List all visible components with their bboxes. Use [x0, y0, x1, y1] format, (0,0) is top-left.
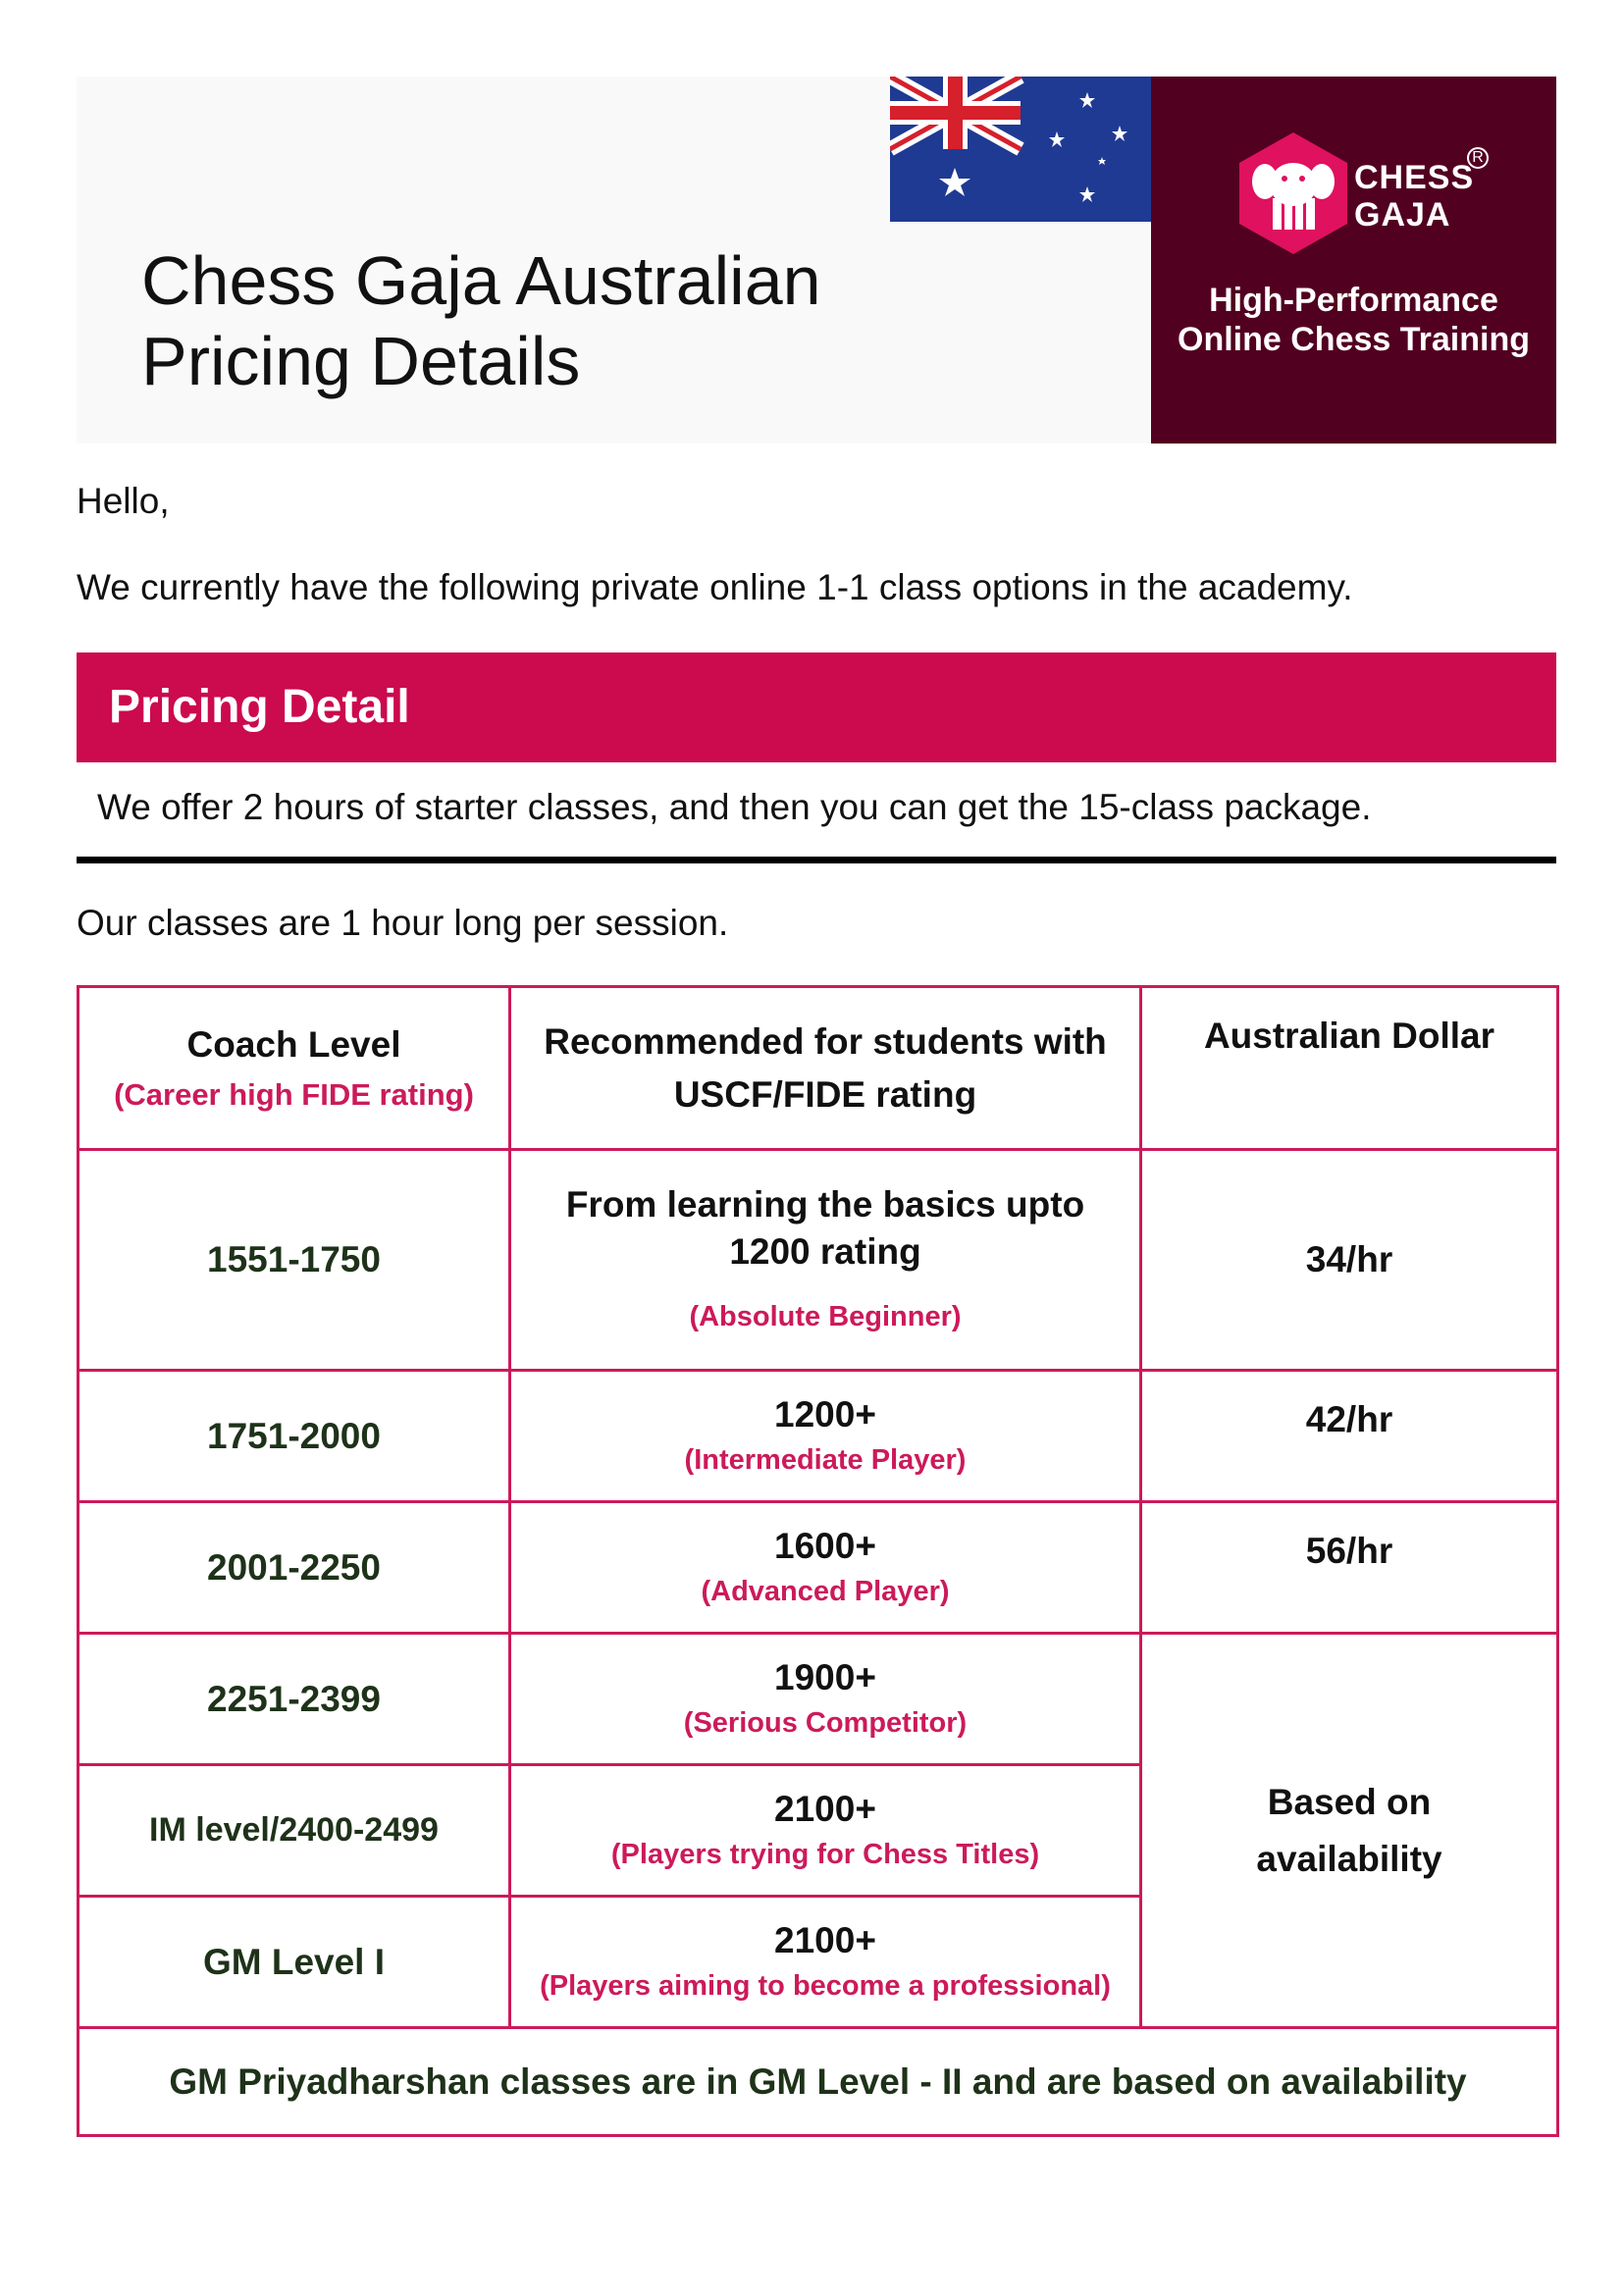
greeting-text: Hello,	[77, 481, 170, 521]
brand-tagline-line1: High-Performance	[1209, 282, 1498, 319]
header-coach-level-sub: (Career high FIDE rating)	[114, 1076, 474, 1112]
coach-level-cell: 1751-2000	[79, 1371, 510, 1502]
page-title-line1: Chess Gaja Australian	[141, 241, 821, 319]
duration-text: Our classes are 1 hour long per session.	[77, 903, 729, 943]
recommended-category: (Advanced Player)	[701, 1575, 950, 1607]
availability-line1: Based on	[1267, 1781, 1432, 1822]
offer-text: We offer 2 hours of starter classes, and then you can get the 15-class package.	[97, 787, 1372, 827]
recommended-category: (Players aiming to become a professional)	[540, 1969, 1111, 2002]
brand-tagline-line2: Online Chess Training	[1178, 321, 1530, 358]
table-header-row	[79, 987, 1558, 1150]
page-title	[141, 240, 887, 401]
footer-note: GM Priyadharshan classes are in GM Level - II and are based on availability	[79, 2028, 1558, 2136]
recommended-rating: From learning the basics upto 1200 rating	[565, 1184, 1085, 1272]
brand-name	[1354, 159, 1474, 234]
recommended-cell	[510, 1634, 1141, 1765]
recommended-cell	[510, 1150, 1141, 1371]
coach-level-cell: 2001-2250	[79, 1502, 510, 1634]
table-row	[79, 1371, 1558, 1502]
section-title: Pricing Detail	[109, 681, 410, 733]
recommended-rating: 2100+	[774, 1919, 876, 1960]
price-cell: 56/hr	[1141, 1502, 1558, 1634]
header-coach-level	[79, 987, 510, 1150]
intro-text: We currently have the following private online 1-1 class options in the academy.	[77, 567, 1353, 607]
coach-level-cell: 1551-1750	[79, 1150, 510, 1371]
registered-mark: R	[1467, 147, 1489, 169]
recommended-rating: 1600+	[774, 1525, 876, 1566]
recommended-cell	[510, 1371, 1141, 1502]
coach-level-cell: 2251-2399	[79, 1634, 510, 1765]
coach-level-cell: IM level/2400-2499	[79, 1765, 510, 1897]
section-header	[77, 652, 1556, 762]
recommended-cell	[510, 1897, 1141, 2028]
price-cell: 34/hr	[1141, 1150, 1558, 1371]
divider	[77, 857, 1556, 863]
recommended-category: (Intermediate Player)	[684, 1443, 967, 1476]
price-cell: 42/hr	[1141, 1371, 1558, 1502]
page-title-line2: Pricing Details	[141, 322, 581, 399]
table-row	[79, 1150, 1558, 1371]
pricing-table	[77, 985, 1559, 2137]
brand-name-line2: GAJA	[1354, 196, 1451, 234]
recommended-rating: 1900+	[774, 1656, 876, 1697]
availability-cell	[1141, 1634, 1558, 2028]
coach-level-cell: GM Level I	[79, 1897, 510, 2028]
recommended-cell	[510, 1502, 1141, 1634]
brand-name-line1: CHESS	[1354, 159, 1475, 196]
table-row	[79, 1634, 1558, 1765]
availability-line2: availability	[1256, 1838, 1442, 1879]
header-coach-level-label: Coach Level	[186, 1023, 401, 1065]
brand-panel	[1151, 77, 1556, 443]
recommended-cell	[510, 1765, 1141, 1897]
table-row	[79, 1502, 1558, 1634]
recommended-category: (Absolute Beginner)	[689, 1301, 962, 1332]
brand-tagline	[1151, 281, 1556, 359]
header-recommended: Recommended for students with USCF/FIDE rating	[510, 987, 1141, 1150]
recommended-category: (Serious Competitor)	[683, 1706, 968, 1739]
recommended-rating: 1200+	[774, 1393, 876, 1434]
australia-flag-icon	[890, 77, 1151, 222]
table-footer-row	[79, 2028, 1558, 2136]
recommended-rating: 2100+	[774, 1788, 876, 1829]
recommended-category: (Players trying for Chess Titles)	[610, 1838, 1040, 1870]
header-currency: Australian Dollar	[1141, 987, 1558, 1150]
